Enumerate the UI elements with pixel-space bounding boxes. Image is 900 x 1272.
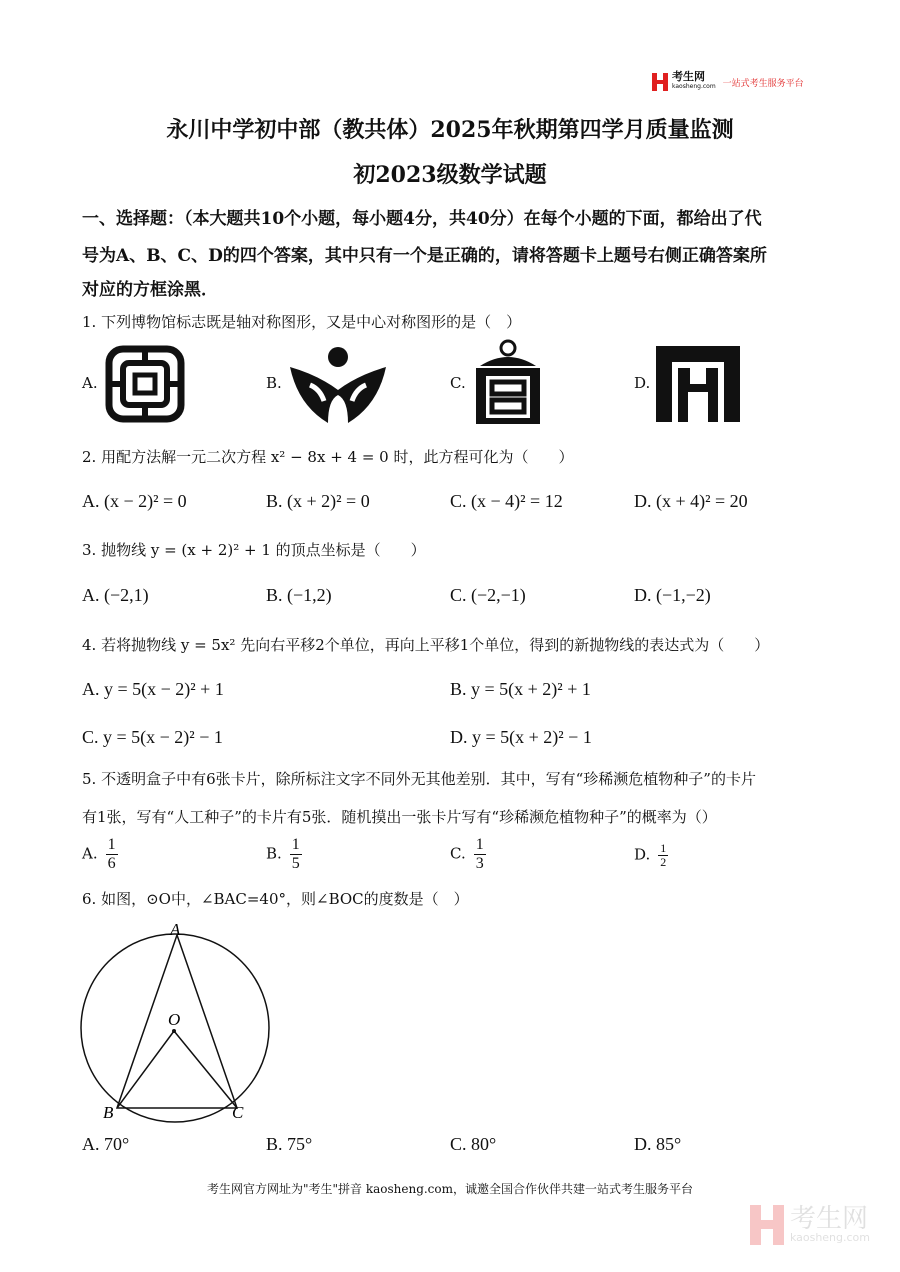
logo-name: 考生网 [672, 70, 705, 83]
question-3-stem: 3. 抛物线 y = (x + 2)² + 1 的顶点坐标是（ ） [82, 541, 426, 559]
exam-subtitle: 初2023级数学试题 [353, 162, 547, 188]
question-6-stem: 6. 如图，⊙O中，∠BAC=40°，则∠BOC的度数是（ ） [82, 890, 469, 908]
q4-option-d: D. y = 5(x + 2)² − 1 [450, 727, 592, 747]
question-4-stem: 4. 若将抛物线 y = 5x² 先向右平移2个单位，再向上平移1个单位，得到的新抛物线的表达式为（ ） [82, 636, 770, 654]
q4-option-c: C. y = 5(x − 2)² − 1 [82, 727, 223, 747]
question-2-stem: 2. 用配方法解一元二次方程 x² − 8x + 4 = 0 时，此方程可化为（ ） [82, 448, 574, 466]
q6-option-a: A. 70° [82, 1134, 130, 1154]
label-o: O [168, 1010, 181, 1029]
q3-option-a: A. (−2,1) [82, 585, 149, 605]
museum-logo-a-icon [105, 345, 185, 423]
q5-option-b: B. $\frac{1}{5}$ [266, 836, 300, 872]
logo-domain: kaosheng.com [672, 83, 716, 90]
kaosheng-watermark: 考生网 kaosheng.com [750, 1205, 870, 1245]
q6-option-d: D. 85° [634, 1134, 682, 1154]
label-b: B [103, 1103, 114, 1122]
q1-option-b: B. [266, 374, 282, 392]
exam-title: 永川中学初中部（教共体）2025年秋期第四学月质量监测 [166, 117, 734, 143]
q2-option-b: B. (x + 2)² = 0 [266, 491, 370, 511]
section-instruction-line: 号为A、B、C、D的四个答案，其中只有一个是正确的，请将答题卡上题号右侧正确答案所 [82, 246, 767, 266]
q3-option-d: D. (−1,−2) [634, 585, 711, 605]
q4-option-b: B. y = 5(x + 2)² + 1 [450, 679, 591, 699]
q5-option-d: D. $\frac{1}{2}$ [634, 841, 667, 869]
question-1-stem: 1. 下列博物馆标志既是轴对称图形，又是中心对称图形的是（ ） [82, 313, 522, 331]
q2-option-a: A. (x − 2)² = 0 [82, 491, 187, 511]
label-c: C [232, 1103, 244, 1122]
q3-option-b: B. (−1,2) [266, 585, 332, 605]
page-footer: 考生网官方网址为"考生"拼音 kaosheng.com，诚邀全国合作伙伴共建一站式考生服务平台 [206, 1182, 694, 1196]
q2-option-c: C. (x − 4)² = 12 [450, 491, 563, 511]
section-instruction-line: 对应的方框涂黑． [82, 280, 218, 300]
q1-option-c: C. [450, 374, 466, 392]
kaosheng-logo-icon [652, 73, 668, 91]
section-instruction-line: 一、选择题：（本大题共10个小题，每小题4分，共40分）在每个小题的下面，都给出了代 [82, 209, 762, 229]
circle-triangle-figure [70, 918, 280, 1128]
watermark-logo-icon [750, 1205, 784, 1245]
kaosheng-logo[interactable] [652, 72, 804, 92]
q6-option-b: B. 75° [266, 1134, 313, 1154]
museum-logo-d-icon [656, 346, 740, 422]
question-5-stem-line: 有1张，写有“人工种子”的卡片有5张．随机摸出一张卡片写有“珍稀濒危植物种子”的概率为（） [82, 808, 717, 826]
q4-option-a: A. y = 5(x − 2)² + 1 [82, 679, 224, 699]
q6-option-c: C. 80° [450, 1134, 497, 1154]
q5-option-c: C. $\frac{1}{3}$ [450, 836, 484, 872]
angle-boc [117, 1031, 237, 1108]
q1-option-a: A. [82, 374, 98, 392]
q2-option-d: D. (x + 4)² = 20 [634, 491, 748, 511]
museum-logo-b-icon [288, 345, 388, 425]
label-a: A [170, 920, 181, 939]
question-5-stem-line: 5. 不透明盒子中有6张卡片，除所标注文字不同外无其他差别．其中，写有“珍稀濒危植物种子”的卡片 [82, 770, 756, 788]
q1-option-d: D. [634, 374, 651, 392]
q3-option-c: C. (−2,−1) [450, 585, 526, 605]
q5-option-a: A. $\frac{1}{6}$ [82, 836, 116, 872]
museum-logo-c-icon [472, 338, 544, 426]
logo-slogan: 一站式考生服务平台 [722, 78, 804, 89]
